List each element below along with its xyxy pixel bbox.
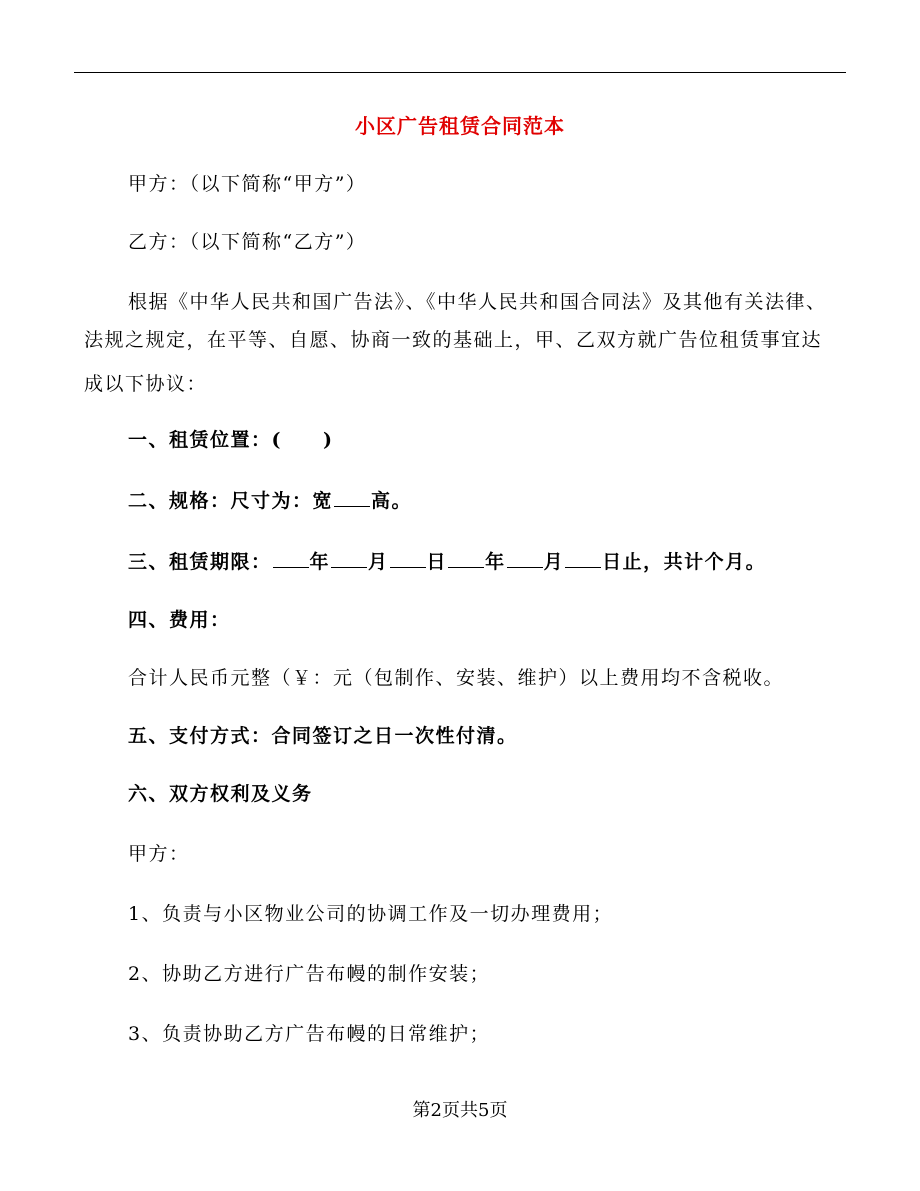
intro-line-1: 根据《中华人民共和国广告法》、《中华人民共和国合同法》及其他有关法律、 [128, 291, 827, 313]
header-rule [74, 72, 846, 73]
clause-3-prefix: 三、租赁期限： [128, 551, 272, 573]
start-year-blank [273, 548, 309, 568]
party-b-line: 乙方：（以下简称“乙方”） [128, 231, 367, 253]
page-indicator: 第2页共5页 [412, 1100, 508, 1121]
start-year-label: 年 [309, 551, 331, 573]
end-year-blank [448, 548, 484, 568]
end-month-blank [507, 548, 543, 568]
document-title: 小区广告租赁合同范本 [355, 114, 565, 138]
intro-line-3: 成以下协议： [84, 373, 208, 395]
clause-3-term [128, 548, 766, 576]
intro-line-2: 法规之规定，在平等、自愿、协商一致的基础上，甲、乙双方就广告位租赁事宜达 [84, 329, 823, 351]
end-day-blank [565, 548, 601, 568]
duty-3: 3、负责协助乙方广告布幔的日常维护； [128, 1023, 491, 1045]
clause-2-suffix: 高。 [371, 490, 413, 512]
clause-3-end: 日止，共计个月。 [602, 551, 767, 573]
clause-2-spec [128, 487, 412, 515]
end-month-label: 月 [543, 551, 565, 573]
duty-1: 1、负责与小区物业公司的协调工作及一切办理费用； [128, 903, 614, 925]
start-day-blank [390, 548, 426, 568]
start-month-label: 月 [368, 551, 389, 573]
end-year-label: 年 [485, 551, 506, 573]
clause-2-prefix: 二、规格：尺寸为：宽 [128, 490, 334, 512]
party-a-label: 甲方： [128, 843, 190, 865]
width-blank [334, 487, 370, 507]
duty-2: 2、协助乙方进行广告布幔的制作安装； [128, 963, 491, 985]
fee-text: 合计人民币元整（￥：元（包制作、安装、维护）以上费用均不含税收。 [128, 667, 785, 689]
start-month-blank [331, 548, 367, 568]
clause-1-location: 一、租赁位置：( ) [128, 429, 334, 451]
clause-6-rights: 六、双方权利及义务 [128, 783, 313, 805]
clause-4-fee: 四、费用： [128, 609, 231, 631]
party-a-line: 甲方：（以下简称“甲方”） [128, 173, 367, 195]
clause-5-payment: 五、支付方式：合同签订之日一次性付清。 [128, 725, 518, 747]
start-day-label: 日 [426, 551, 448, 573]
